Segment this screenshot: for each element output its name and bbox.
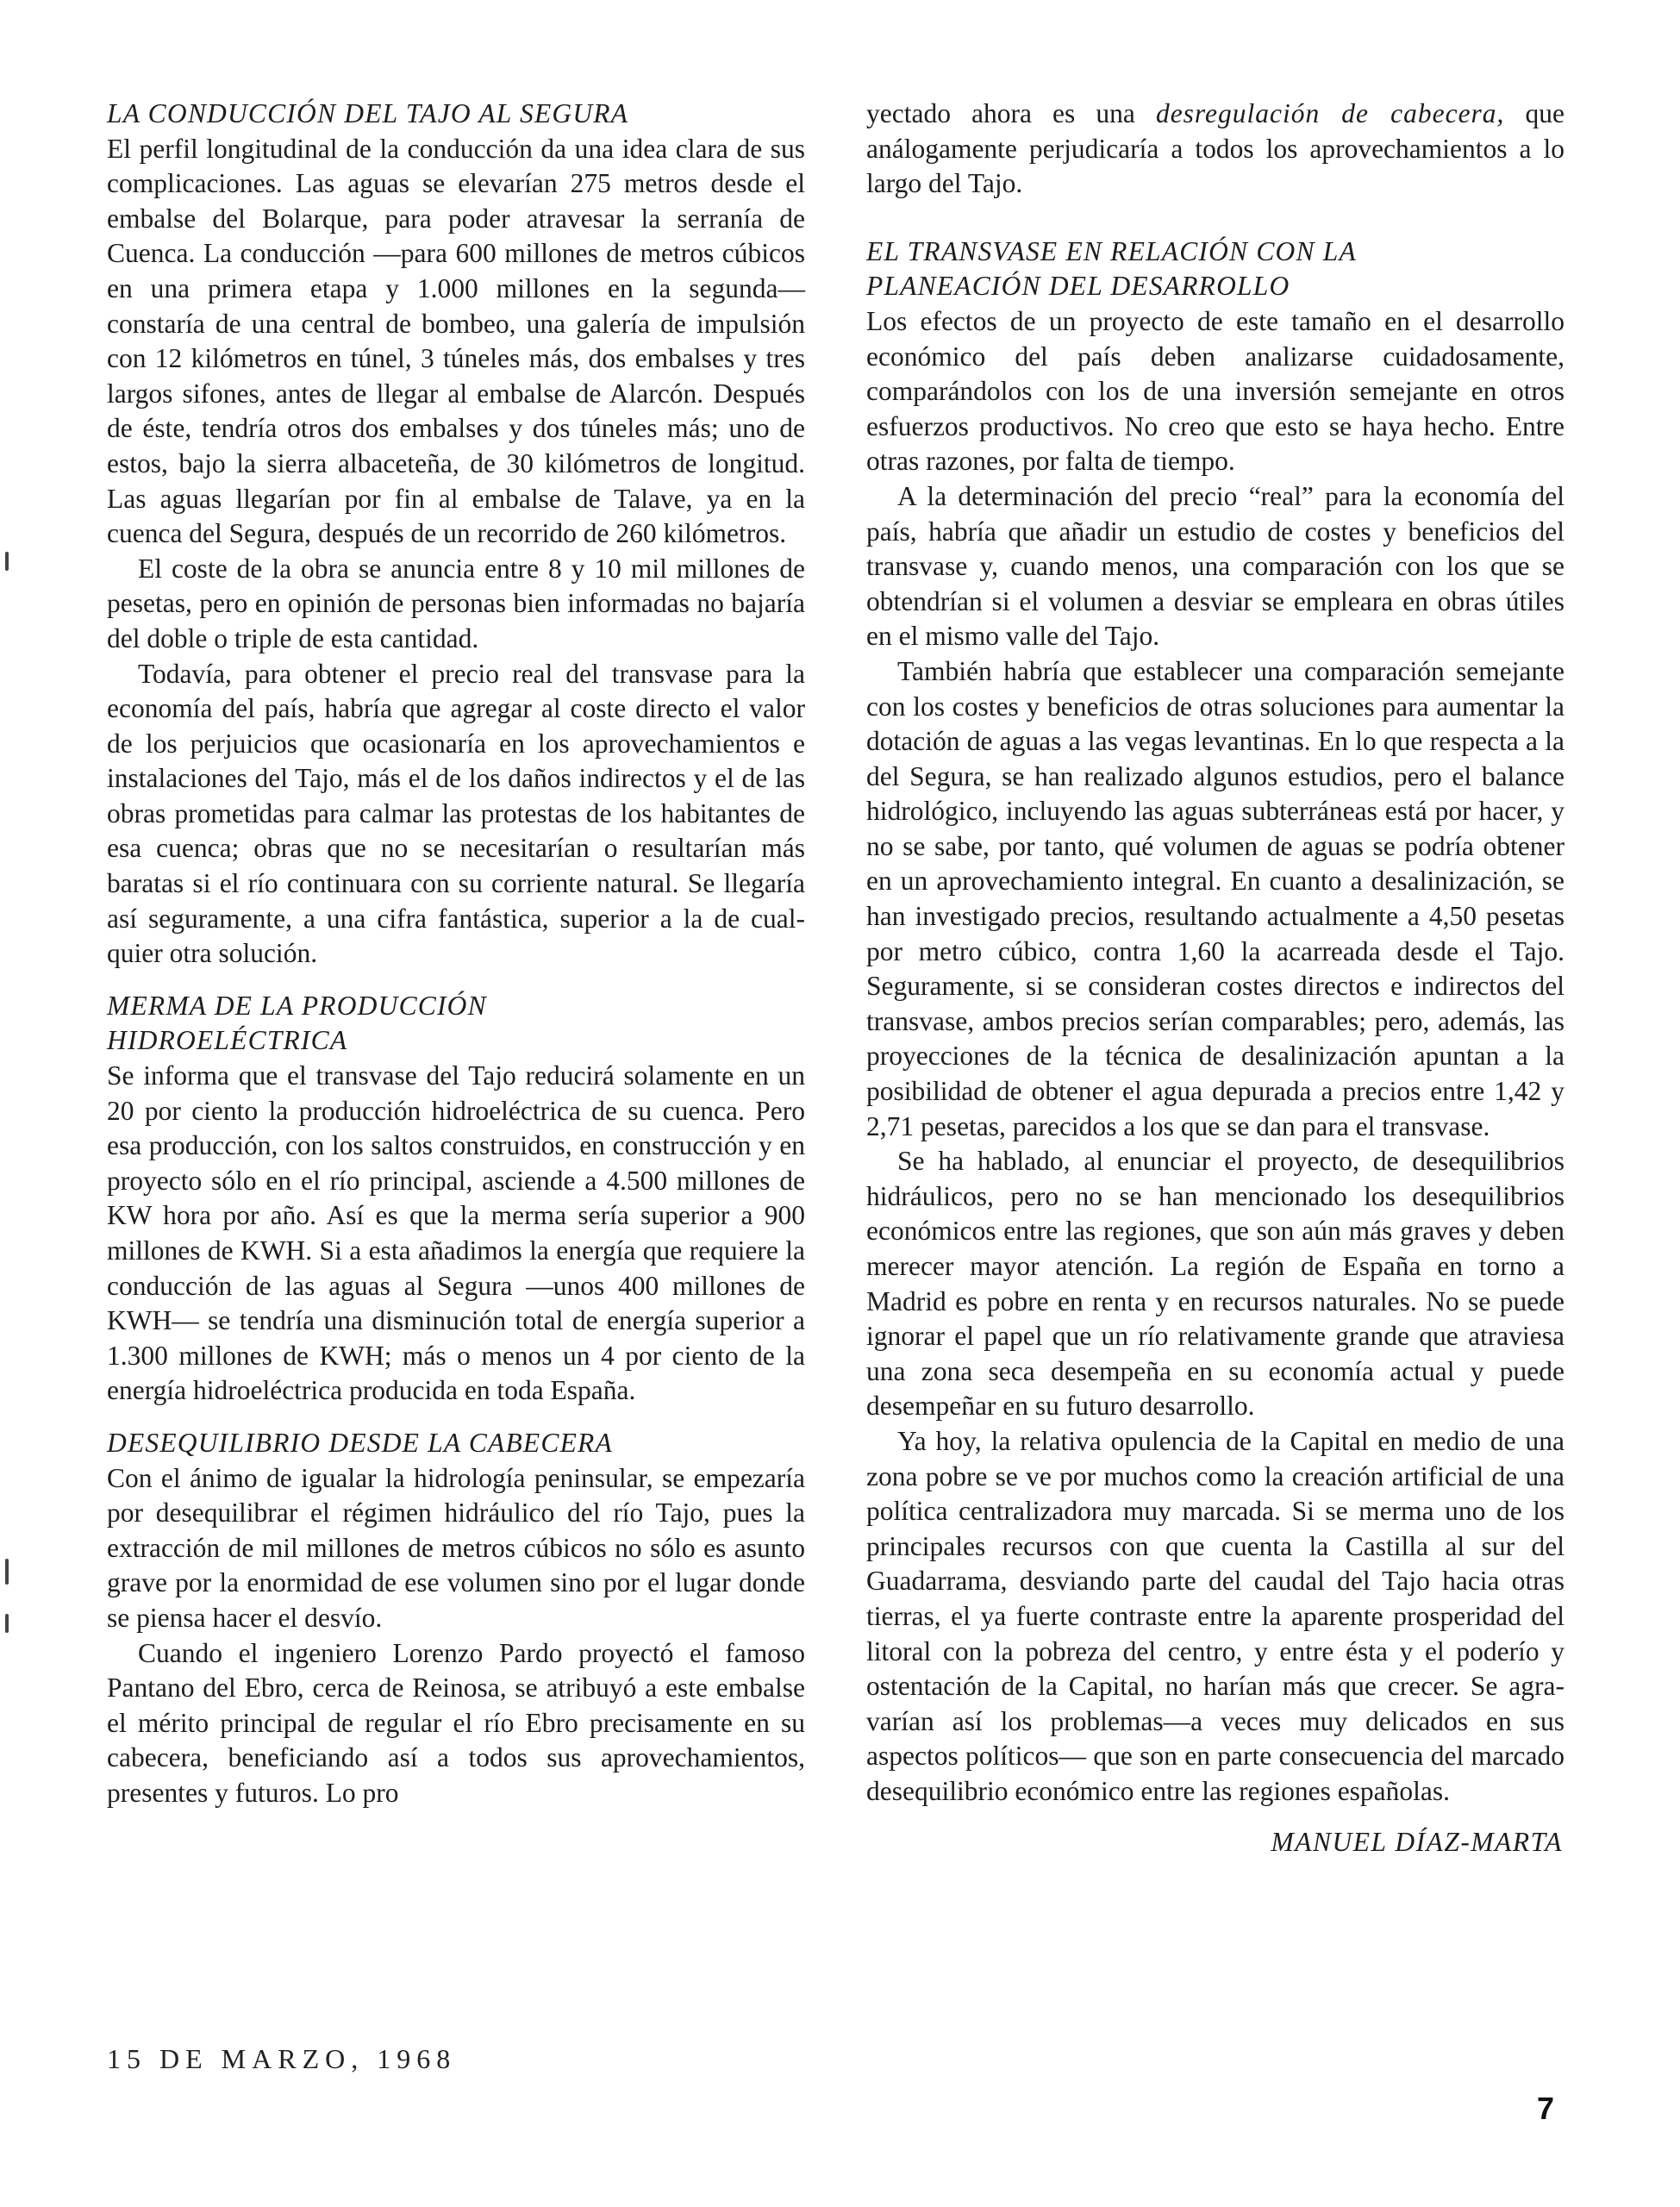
- left-column: [107, 97, 805, 1811]
- paragraph: También habría que establecer una comparación semejante con los costes y beneficios de otras soluciones para aumentar la dotación de aguas a las vegas levantinas. En lo que respecta a la del Segura, se han realizado algunos estudios, pero el balance hidrológico, incluyendo las aguas subterráneas está por hacer, y no se sabe, por tanto, qué volumen de aguas se podría obtener en un aprovechamiento integral. En cuanto a desalinización, se han investigado precios, resultando actualmente a 4,50 pesetas por metro cúbico, contra 1,60 la acarreada desde el Tajo. Seguramente, si se consideran costes directos e indirectos del transvase, ambos precios serían comparables; pero, además, las proyecciones de la técnica de desalinización apuntan a la posibilidad de obtener el agua depurada a precios entre 1,42 y 2,71 pesetas, parecidos a los que se dan para el transvase.: [866, 655, 1564, 1141]
- heading-line: EL TRANSVASE EN RELACIÓN CON LA: [866, 235, 1357, 266]
- paragraph: Los efectos de un proyecto de este tamaño en el desarrollo económico del país deben analizarse cuidadosamente, comparándolos con los de una inversión semejante en otros esfuerzos productivos. No creo que esto se haya hecho. Entre otras razones, por falta de tiempo.: [866, 305, 1564, 477]
- right-column: [866, 97, 1564, 1860]
- paragraph: A la determinación del precio “real” para la economía del país, habría que añadir un estudio de costes y beneficios del transvase y, cuando menos, una comparación con los que se obtendrían si el volumen a desviar se empleara en obras útiles en el mismo valle del Tajo.: [866, 480, 1564, 652]
- emphasis-text: desregulación de cabecera,: [1155, 98, 1505, 128]
- paragraph: Se ha hablado, al enunciar el proyecto, de desequilibrios hidráulicos, pero no se han mencionado los desequilibrios económicos entre las regiones, que son aún más graves y deben merecer mayor atención. La región de España en torno a Madrid es pobre en renta y en recursos naturales. No se puede ignorar el papel que un río relativamente grande que atraviesa una zona seca desempeña en su economía actual y puede desempeñar en su futuro desarrollo.: [866, 1146, 1564, 1422]
- paragraph: El perfil longitudinal de la conducción da una idea clara de sus complicaciones. Las aguas se elevarían 275 metros desde el embalse del Bolarque, para poder atravesar la serranía de Cuenca. La conducción —para 600 millones de metros cúbicos en una primera etapa y 1.000 millones en la segunda— constaría de una central de bombeo, una galería de impulsión con 12 kilómetros en túnel, 3 túneles más, dos embalses y tres largos sifones, antes de llegar al embalse de Alarcón. Después de éste, tendría otros dos embalses y dos túneles más; uno de estos, bajo la sierra albaceteña, de 30 kilómetros de longitud. Las aguas llegarían por fin al embalse de Talave, ya en la cuenca del Segura, después de un recorrido de 260 kilómetros.: [107, 133, 805, 549]
- scan-margin-mark: [5, 1559, 9, 1585]
- heading-line: MERMA DE LA PRODUCCIÓN: [107, 990, 487, 1021]
- section-heading-transvase: [866, 234, 1564, 304]
- section-heading-merma: [107, 989, 805, 1059]
- paragraph: Con el ánimo de igualar la hidrología peninsular, se empezaría por desequilibrar el régimen hidráulico del río Tajo, pues la extracción de mil millones de metros cúbicos no sólo es asunto grave por la enormidad de ese volumen sino por el lugar donde se piensa hacer el desvío.: [107, 1462, 805, 1633]
- text-run: yectado ahora es una: [866, 98, 1156, 128]
- heading-line: PLANEACIÓN DEL DESARROLLO: [866, 271, 1290, 302]
- page-number: 7: [1537, 2091, 1555, 2126]
- text-run: que análogamente perjudicaría a todos los aprovechamientos a lo largo del Tajo.: [866, 98, 1564, 199]
- paragraph-continuation: [866, 97, 1564, 202]
- paragraph: Todavía, para obtener el precio real del transvase para la economía del país, habría que agregar al coste directo el valor de los perjuicios que ocasionaría en los aprovechamientos e instalaciones del Tajo, más el de los daños indirectos y el de las obras prometidas para calmar las protestas de los habitantes de esa cuenca; obras que no se necesitarían o resultarían más baratas si el río continuara con su corriente natural. Se llegaría así seguramente, a una cifra fantástica, superior a la de cualquier otra solución.: [107, 658, 805, 969]
- scan-margin-mark: [5, 552, 9, 571]
- author-signature: MANUEL DÍAZ-MARTA: [1271, 1826, 1563, 1857]
- section-heading-desequilibrio: DESEQUILIBRIO DESDE LA CABECERA: [107, 1427, 613, 1458]
- scan-margin-mark: [5, 1614, 9, 1633]
- footer-date: 15 DE MARZO, 1968: [107, 2043, 457, 2074]
- paragraph: Cuando el ingeniero Lorenzo Pardo proyectó el famoso Pantano del Ebro, cerca de Reinosa, se atribuyó a este embalse el mérito principal de regular el río Ebro precisamente en su cabecera, beneficiando así a todos sus aprovechamientos, presentes y futuros. Lo pro: [107, 1637, 805, 1808]
- paragraph: El coste de la obra se anuncia entre 8 y 10 mil millones de pesetas, pero en opinión de personas bien informadas no bajaría del doble o triple de esta cantidad.: [107, 553, 805, 653]
- section-heading-conduccion: LA CONDUCCIÓN DEL TAJO AL SEGURA: [107, 98, 629, 128]
- paragraph: Ya hoy, la relativa opulencia de la Capital en medio de una zona pobre se ve por muchos como la creación artificial de una política centralizadora muy marcada. Si se merma uno de los principales recursos con que cuenta la Castilla al sur del Guadarrama, desviando parte del caudal del Tajo hacia otras tierras, el ya fuerte contraste entre la aparente prosperidad del litoral con la pobreza del centro, y entre ésta y el poderío y ostentación de la Capital, no harían más que crecer. Se agravarían así los problemas—a veces muy delicados en sus aspectos políticos— que son en parte consecuencia del marcado desequilibrio económico entre las regiones españolas.: [866, 1425, 1564, 1806]
- heading-line: HIDROELÉCTRICA: [107, 1025, 348, 1056]
- paragraph: Se informa que el transvase del Tajo reducirá solamente en un 20 por ciento la producción hidroeléctrica de su cuenca. Pero esa producción, con los saltos construidos, en construcción y en proyecto sólo en el río principal, asciende a 4.500 millones de KW hora por año. Así es que la merma sería superior a 900 millones de KWH. Si a esta añadimos la energía que requiere la conducción de las aguas al Segura —unos 400 millones de KWH— se tendría una disminución total de energía superior a 1.300 millones de KWH; más o menos un 4 por ciento de la energía hidroeléctrica producida en toda España.: [107, 1060, 805, 1406]
